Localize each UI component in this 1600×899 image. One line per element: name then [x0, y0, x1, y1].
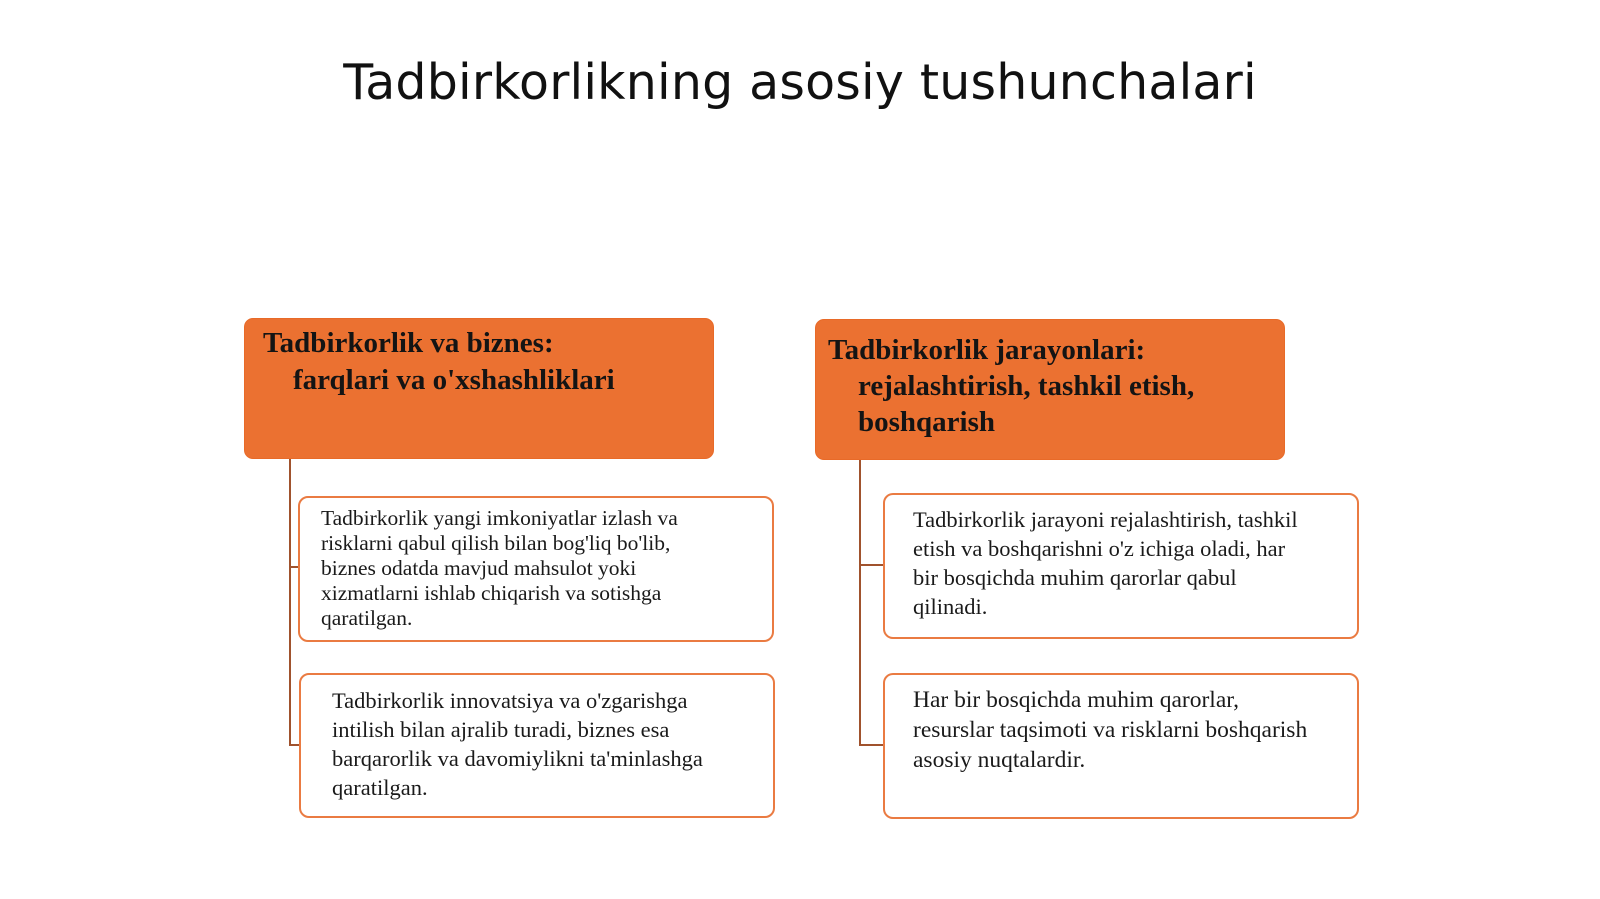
detail-line: Tadbirkorlik jarayoni rejalashtirish, tashkil — [913, 507, 1298, 532]
detail-line: qilinadi. — [913, 594, 988, 619]
detail-line: biznes odatda mavjud mahsulot yoki — [321, 556, 637, 580]
detail-line: intilish bilan ajralib turadi, biznes esa — [332, 717, 670, 742]
header-line: Tadbirkorlik va biznes: — [263, 327, 554, 359]
detail-box-left-2 — [299, 673, 775, 818]
header-line: Tadbirkorlik jarayonlari: — [828, 334, 1146, 366]
detail-line: qaratilgan. — [321, 606, 413, 630]
connector-right-vertical — [859, 460, 861, 746]
slide-title: Tadbirkorlikning asosiy tushunchalari — [343, 54, 1257, 111]
detail-line: qaratilgan. — [332, 775, 428, 800]
connector-right-branch-2 — [859, 744, 884, 746]
detail-line: bir bosqichda muhim qarorlar qabul — [913, 565, 1237, 590]
detail-line: etish va boshqarishni o'z ichiga oladi, har — [913, 536, 1286, 561]
detail-box-right-2 — [883, 673, 1359, 819]
header-line: rejalashtirish, tashkil etish, — [858, 370, 1195, 402]
header-box-entrepreneurial-processes — [815, 319, 1285, 460]
detail-line: risklarni qabul qilish bilan bog'liq bo'lib, — [321, 531, 671, 555]
detail-box-left-1 — [298, 496, 774, 642]
header-line: farqlari va o'xshashliklari — [293, 364, 615, 396]
detail-line: asosiy nuqtalardir. — [913, 747, 1086, 773]
detail-box-right-1 — [883, 493, 1359, 639]
detail-line: Tadbirkorlik innovatsiya va o'zgarishga — [332, 688, 688, 713]
header-line: boshqarish — [858, 406, 996, 438]
detail-line: resurslar taqsimoti va risklarni boshqarish — [913, 717, 1308, 743]
detail-line: xizmatlarni ishlab chiqarish va sotishga — [321, 581, 662, 605]
detail-line: Har bir bosqichda muhim qarorlar, — [913, 687, 1240, 713]
detail-line: Tadbirkorlik yangi imkoniyatlar izlash va — [321, 506, 678, 530]
detail-line: barqarorlik va davomiylikni ta'minlashga — [332, 746, 703, 771]
header-box-business-comparison — [244, 318, 714, 459]
connector-right-branch-1 — [859, 564, 884, 566]
connector-left-vertical — [289, 459, 291, 746]
